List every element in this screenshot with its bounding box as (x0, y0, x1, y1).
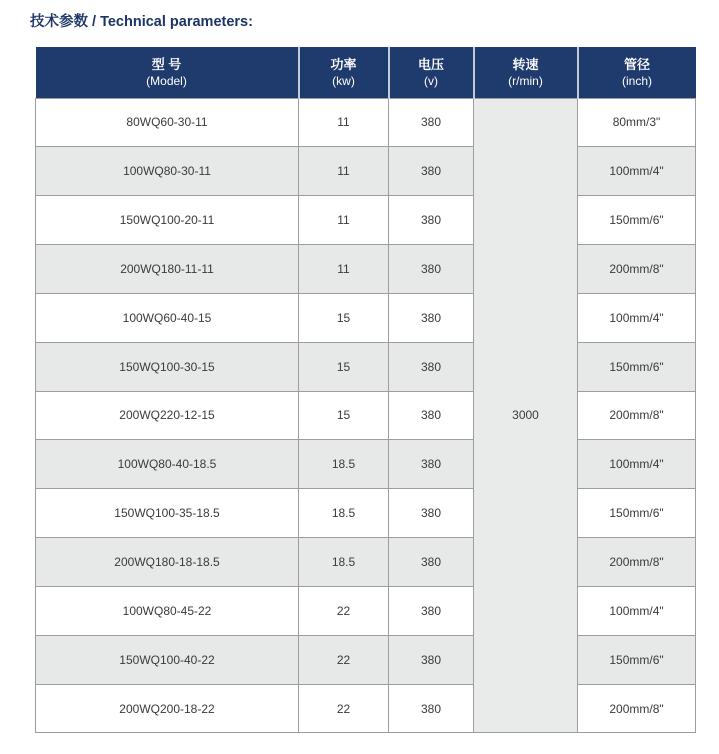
header-model-zh: 型 号 (151, 57, 182, 73)
table-header (36, 47, 696, 98)
table-row (36, 586, 696, 635)
voltage-cell: 380 (389, 293, 474, 342)
table-row (36, 538, 696, 587)
voltage-cell: 380 (389, 440, 474, 489)
model-cell: 200WQ200-18-22 (36, 684, 299, 733)
page-title: 技术参数 / Technical parameters: (30, 14, 253, 30)
speed-merged-cell: 3000 (474, 98, 578, 733)
pipe-cell: 200mm/8" (578, 538, 696, 587)
table-row (36, 293, 696, 342)
table-row (36, 98, 696, 147)
model-cell: 150WQ100-20-11 (36, 196, 299, 245)
voltage-cell: 380 (389, 635, 474, 684)
voltage-cell: 380 (389, 586, 474, 635)
power-cell: 11 (299, 98, 389, 147)
pipe-cell: 100mm/4" (578, 440, 696, 489)
header-cell-voltage (389, 47, 474, 98)
table-body (36, 98, 696, 733)
model-cell: 100WQ80-45-22 (36, 586, 299, 635)
pipe-cell: 150mm/6" (578, 635, 696, 684)
header-pipe-zh: 管径 (623, 57, 650, 73)
model-cell: 150WQ100-35-18.5 (36, 489, 299, 538)
header-cell-pipe (578, 47, 696, 98)
model-cell: 150WQ100-30-15 (36, 342, 299, 391)
technical-parameters-table (35, 47, 696, 733)
table-row (36, 245, 696, 294)
pipe-cell: 200mm/8" (578, 391, 696, 440)
table-row (36, 684, 696, 733)
header-cell-power (299, 47, 389, 98)
model-cell: 100WQ80-30-11 (36, 147, 299, 196)
model-cell: 150WQ100-40-22 (36, 635, 299, 684)
voltage-cell: 380 (389, 538, 474, 587)
power-cell: 22 (299, 635, 389, 684)
voltage-cell: 380 (389, 147, 474, 196)
header-voltage-zh: 电压 (417, 57, 444, 73)
pipe-cell: 100mm/4" (578, 293, 696, 342)
voltage-cell: 380 (389, 684, 474, 733)
table-row (36, 635, 696, 684)
table-row (36, 196, 696, 245)
power-cell: 15 (299, 293, 389, 342)
power-cell: 18.5 (299, 489, 389, 538)
table-row (36, 489, 696, 538)
pipe-cell: 150mm/6" (578, 342, 696, 391)
model-cell: 80WQ60-30-11 (36, 98, 299, 147)
pipe-cell: 200mm/8" (578, 684, 696, 733)
power-cell: 11 (299, 147, 389, 196)
model-cell: 200WQ220-12-15 (36, 391, 299, 440)
voltage-cell: 380 (389, 342, 474, 391)
header-cell-speed (474, 47, 578, 98)
power-cell: 22 (299, 586, 389, 635)
pipe-cell: 100mm/4" (578, 147, 696, 196)
power-cell: 11 (299, 196, 389, 245)
model-cell: 200WQ180-18-18.5 (36, 538, 299, 587)
power-cell: 18.5 (299, 440, 389, 489)
header-speed-en: (r/min) (508, 73, 543, 88)
header-power-en: (kw) (332, 73, 355, 88)
table-row (36, 391, 696, 440)
voltage-cell: 380 (389, 489, 474, 538)
model-cell: 200WQ180-11-11 (36, 245, 299, 294)
power-cell: 15 (299, 342, 389, 391)
header-model-en: (Model) (146, 73, 187, 88)
header-speed-zh: 转速 (512, 57, 539, 73)
model-cell: 100WQ80-40-18.5 (36, 440, 299, 489)
model-cell: 100WQ60-40-15 (36, 293, 299, 342)
table-row (36, 147, 696, 196)
voltage-cell: 380 (389, 245, 474, 294)
power-cell: 15 (299, 391, 389, 440)
header-voltage-en: (v) (424, 73, 438, 88)
table-header-row (36, 47, 696, 98)
power-cell: 22 (299, 684, 389, 733)
table-row (36, 440, 696, 489)
pipe-cell: 100mm/4" (578, 586, 696, 635)
header-power-zh: 功率 (330, 57, 357, 73)
header-pipe-en: (inch) (621, 73, 652, 88)
pipe-cell: 200mm/8" (578, 245, 696, 294)
voltage-cell: 380 (389, 98, 474, 147)
voltage-cell: 380 (389, 391, 474, 440)
pipe-cell: 80mm/3" (578, 98, 696, 147)
pipe-cell: 150mm/6" (578, 196, 696, 245)
pipe-cell: 150mm/6" (578, 489, 696, 538)
table-row (36, 342, 696, 391)
power-cell: 18.5 (299, 538, 389, 587)
header-cell-model (36, 47, 299, 98)
power-cell: 11 (299, 245, 389, 294)
voltage-cell: 380 (389, 196, 474, 245)
